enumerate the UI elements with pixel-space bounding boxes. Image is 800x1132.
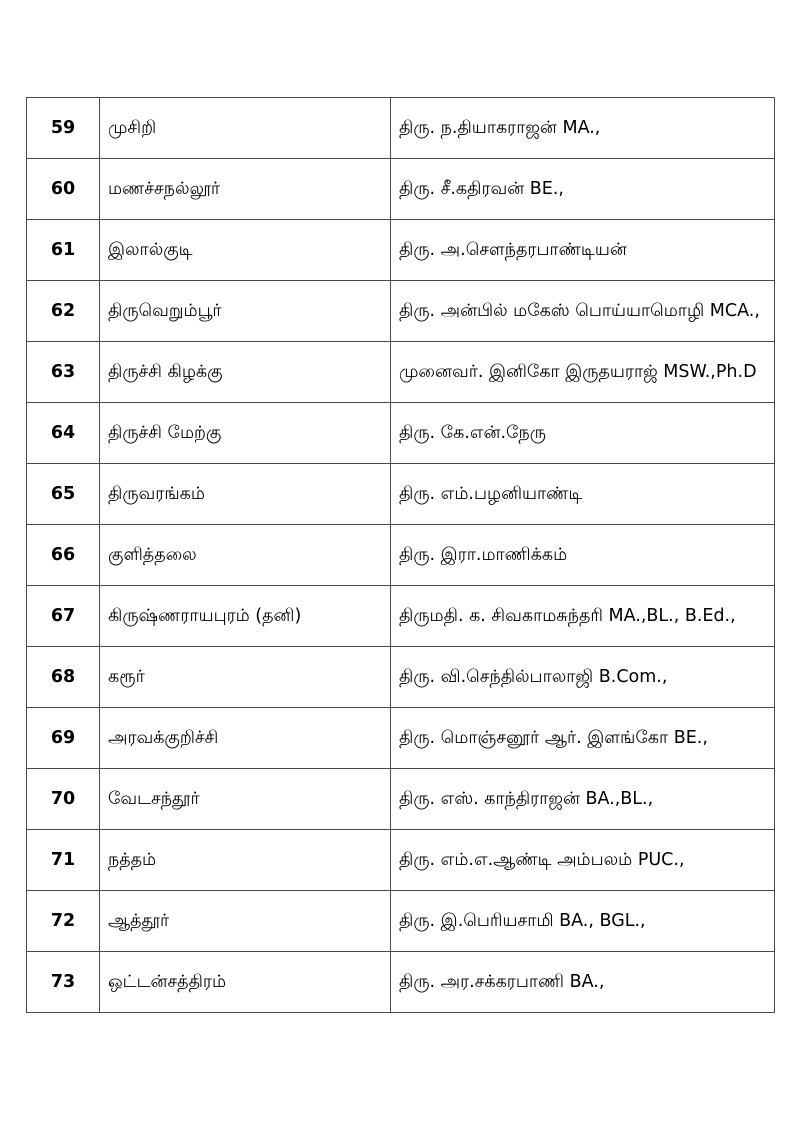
serial-number: 71 — [27, 830, 100, 891]
constituency-name: கிருஷ்ணராயபுரம் (தனி) — [100, 586, 391, 647]
table-row — [27, 220, 775, 281]
candidate-table — [26, 97, 775, 1013]
table-row — [27, 403, 775, 464]
candidate-name: திரு. சீ.கதிரவன் BE., — [391, 159, 775, 220]
table-row — [27, 159, 775, 220]
candidate-name: திரு. அ.சௌந்தரபாண்டியன் — [391, 220, 775, 281]
candidate-name: திரு. எம்.பழனியாண்டி — [391, 464, 775, 525]
candidate-name: திரு. இ.பெரியசாமி BA., BGL., — [391, 891, 775, 952]
table-row — [27, 525, 775, 586]
constituency-name: திருச்சி மேற்கு — [100, 403, 391, 464]
table-row — [27, 586, 775, 647]
constituency-name: திருச்சி கிழக்கு — [100, 342, 391, 403]
constituency-name: மணச்சநல்லூர் — [100, 159, 391, 220]
candidate-name: திரு. இரா.மாணிக்கம் — [391, 525, 775, 586]
serial-number: 66 — [27, 525, 100, 586]
candidate-name: திரு. ந.தியாகராஜன் MA., — [391, 98, 775, 159]
serial-number: 73 — [27, 952, 100, 1013]
table-row — [27, 891, 775, 952]
serial-number: 65 — [27, 464, 100, 525]
table-row — [27, 952, 775, 1013]
constituency-name: திருவரங்கம் — [100, 464, 391, 525]
table-row — [27, 708, 775, 769]
table-row — [27, 769, 775, 830]
serial-number: 70 — [27, 769, 100, 830]
serial-number: 59 — [27, 98, 100, 159]
constituency-name: வேடசந்தூர் — [100, 769, 391, 830]
table-row — [27, 830, 775, 891]
serial-number: 68 — [27, 647, 100, 708]
serial-number: 60 — [27, 159, 100, 220]
candidate-name: திரு. அர.சக்கரபாணி BA., — [391, 952, 775, 1013]
constituency-name: இலால்குடி — [100, 220, 391, 281]
constituency-name: கரூர் — [100, 647, 391, 708]
serial-number: 64 — [27, 403, 100, 464]
candidate-name: திருமதி. க. சிவகாமசுந்தரி MA.,BL., B.Ed., — [391, 586, 775, 647]
candidate-name: திரு. மொஞ்சனூர் ஆர். இளங்கோ BE., — [391, 708, 775, 769]
serial-number: 61 — [27, 220, 100, 281]
serial-number: 67 — [27, 586, 100, 647]
candidate-name: திரு. கே.என்.நேரு — [391, 403, 775, 464]
constituency-name: நத்தம் — [100, 830, 391, 891]
candidate-name: திரு. வி.செந்தில்பாலாஜி B.Com., — [391, 647, 775, 708]
constituency-name: முசிறி — [100, 98, 391, 159]
constituency-name: அரவக்குறிச்சி — [100, 708, 391, 769]
candidate-name: திரு. எஸ். காந்திராஜன் BA.,BL., — [391, 769, 775, 830]
table-row — [27, 464, 775, 525]
constituency-name: குளித்தலை — [100, 525, 391, 586]
serial-number: 69 — [27, 708, 100, 769]
constituency-name: திருவெறும்பூர் — [100, 281, 391, 342]
candidate-table-body — [27, 98, 775, 1013]
serial-number: 63 — [27, 342, 100, 403]
candidate-name: முனைவர். இனிகோ இருதயராஜ் MSW.,Ph.D — [391, 342, 775, 403]
constituency-name: ஆத்தூர் — [100, 891, 391, 952]
constituency-name: ஒட்டன்சத்திரம் — [100, 952, 391, 1013]
table-row — [27, 342, 775, 403]
candidate-name: திரு. அன்பில் மகேஸ் பொய்யாமொழி MCA., — [391, 281, 775, 342]
serial-number: 62 — [27, 281, 100, 342]
serial-number: 72 — [27, 891, 100, 952]
table-row — [27, 98, 775, 159]
table-row — [27, 281, 775, 342]
candidate-name: திரு. எம்.எ.ஆண்டி அம்பலம் PUC., — [391, 830, 775, 891]
table-row — [27, 647, 775, 708]
